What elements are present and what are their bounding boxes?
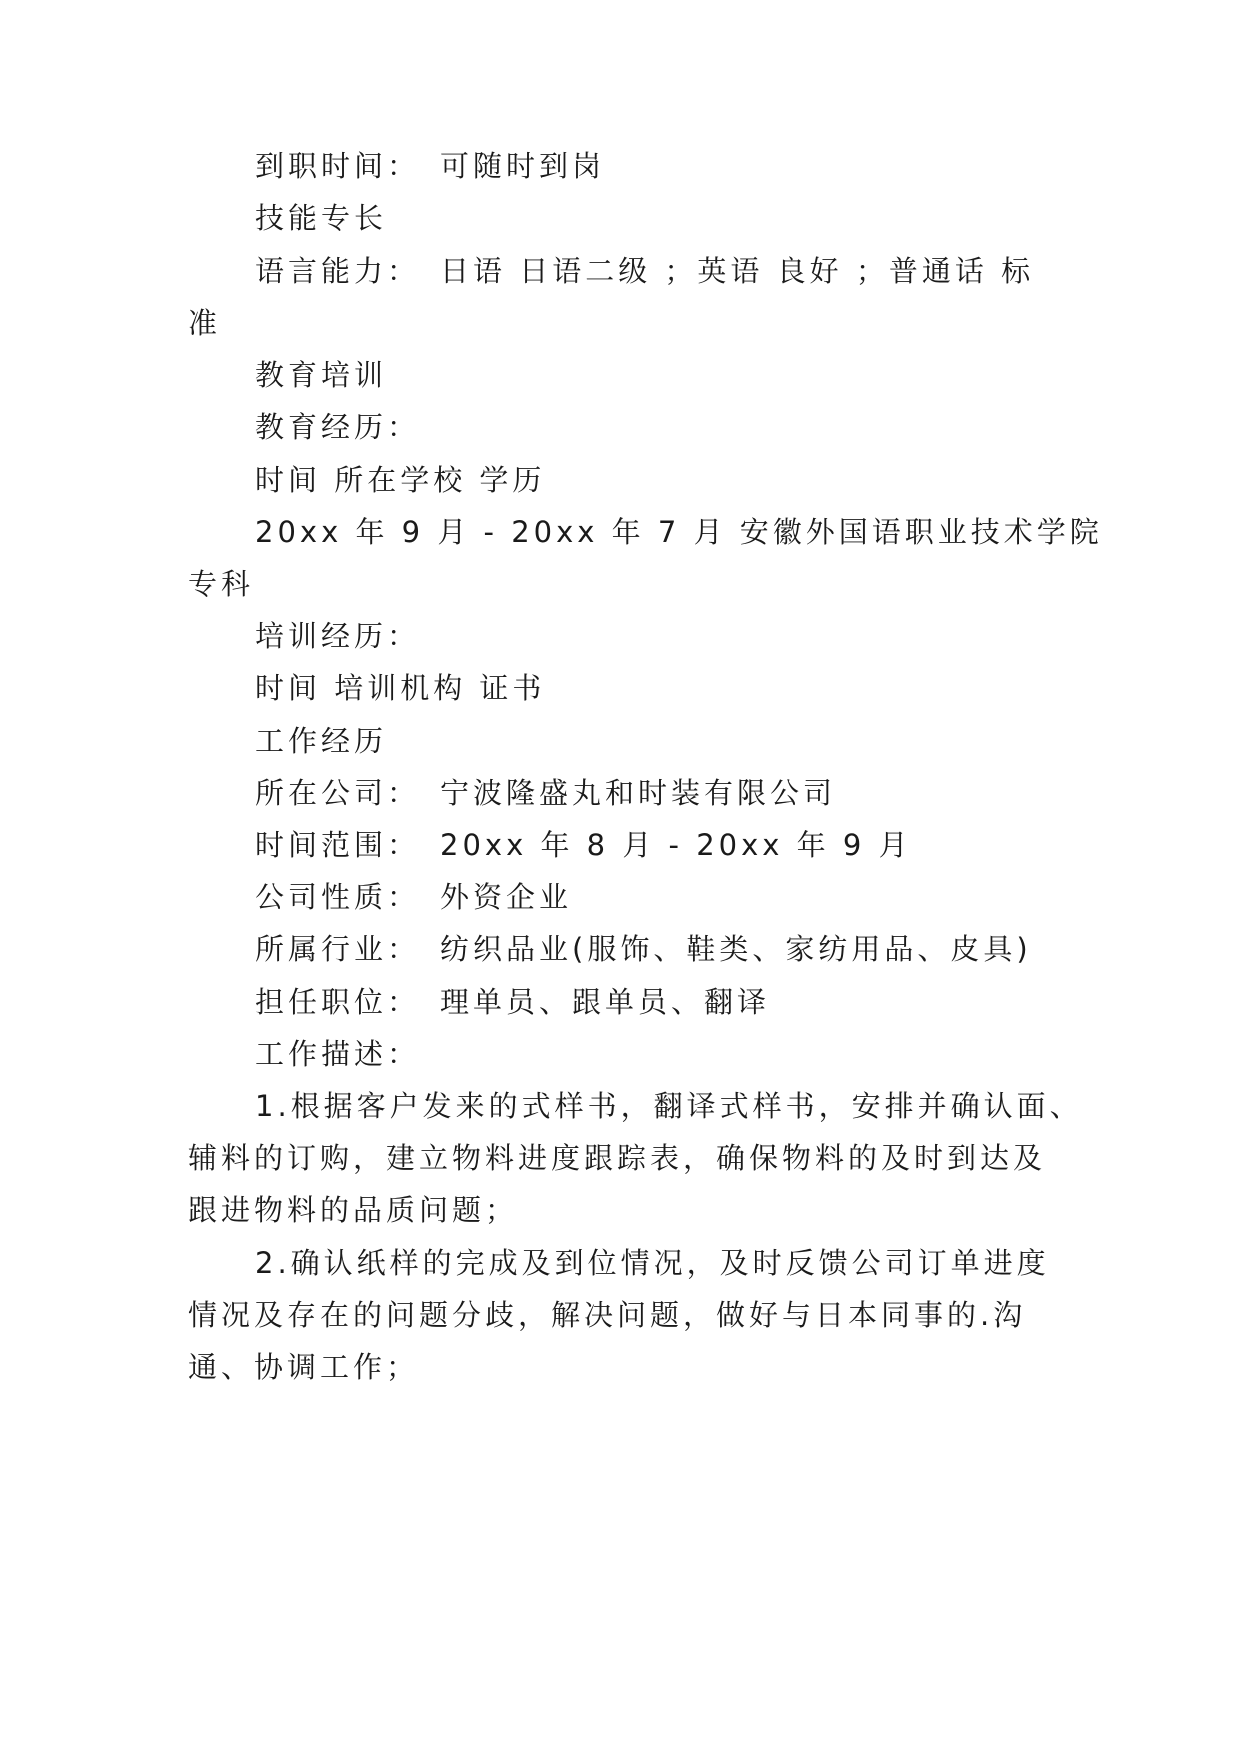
skills-heading: 技能专长 [255,201,388,235]
duty-2-line-1: 2.确认纸样的完成及到位情况，及时反馈公司订单进度 [255,1246,1050,1280]
duty-2-line-3: 通、协调工作； [188,1350,420,1384]
position-value: 理单员、跟单员、翻译 [440,985,771,1019]
training-history-label: 培训经历： [255,619,421,653]
language-value: 日语 日语二级 ；英语 良好 ；普通话 标 [440,254,1035,288]
industry-line [255,929,1032,969]
education-history-label: 教育经历： [255,410,421,444]
nature-line [255,877,572,917]
position-label: 担任职位： [255,985,421,1019]
education-columns: 时间 所在学校 学历 [255,463,546,497]
education-training-heading: 教育培训 [255,358,388,392]
start-date-line [255,146,605,186]
company-line [255,773,836,813]
industry-label: 所属行业： [255,932,421,966]
company-label: 所在公司： [255,776,421,810]
start-date-value: 可随时到岗 [440,149,606,183]
training-columns: 时间 培训机构 证书 [255,671,546,705]
language-line [255,251,1034,291]
description-label: 工作描述： [255,1037,421,1071]
duty-1-line-2: 辅料的订购，建立物料进度跟踪表，确保物料的及时到达及 [188,1141,1047,1175]
duty-1-line-1: 1.根据客户发来的式样书，翻译式样书，安排并确认面、 [255,1089,1083,1123]
company-value: 宁波隆盛丸和时装有限公司 [440,776,837,810]
period-value: 20xx 年 8 月 - 20xx 年 9 月 [440,828,912,862]
nature-value: 外资企业 [440,880,573,914]
period-label: 时间范围： [255,828,421,862]
duty-2-line-2: 情况及存在的问题分歧，解决问题，做好与日本同事的.沟 [188,1298,1027,1332]
start-date-label: 到职时间： [255,149,421,183]
work-heading: 工作经历 [255,724,388,758]
nature-label: 公司性质： [255,880,421,914]
education-row: 20xx 年 9 月 - 20xx 年 7 月 安徽外国语职业技术学院 [255,515,1103,549]
period-line [255,825,912,865]
industry-value: 纺织品业(服饰、鞋类、家纺用品、皮具) [440,932,1032,966]
language-label: 语言能力： [255,254,421,288]
position-line [255,982,770,1022]
language-value-continued: 准 [188,306,222,340]
education-row-continued: 专科 [188,567,255,601]
duty-1-line-3: 跟进物料的品质问题； [188,1193,519,1227]
